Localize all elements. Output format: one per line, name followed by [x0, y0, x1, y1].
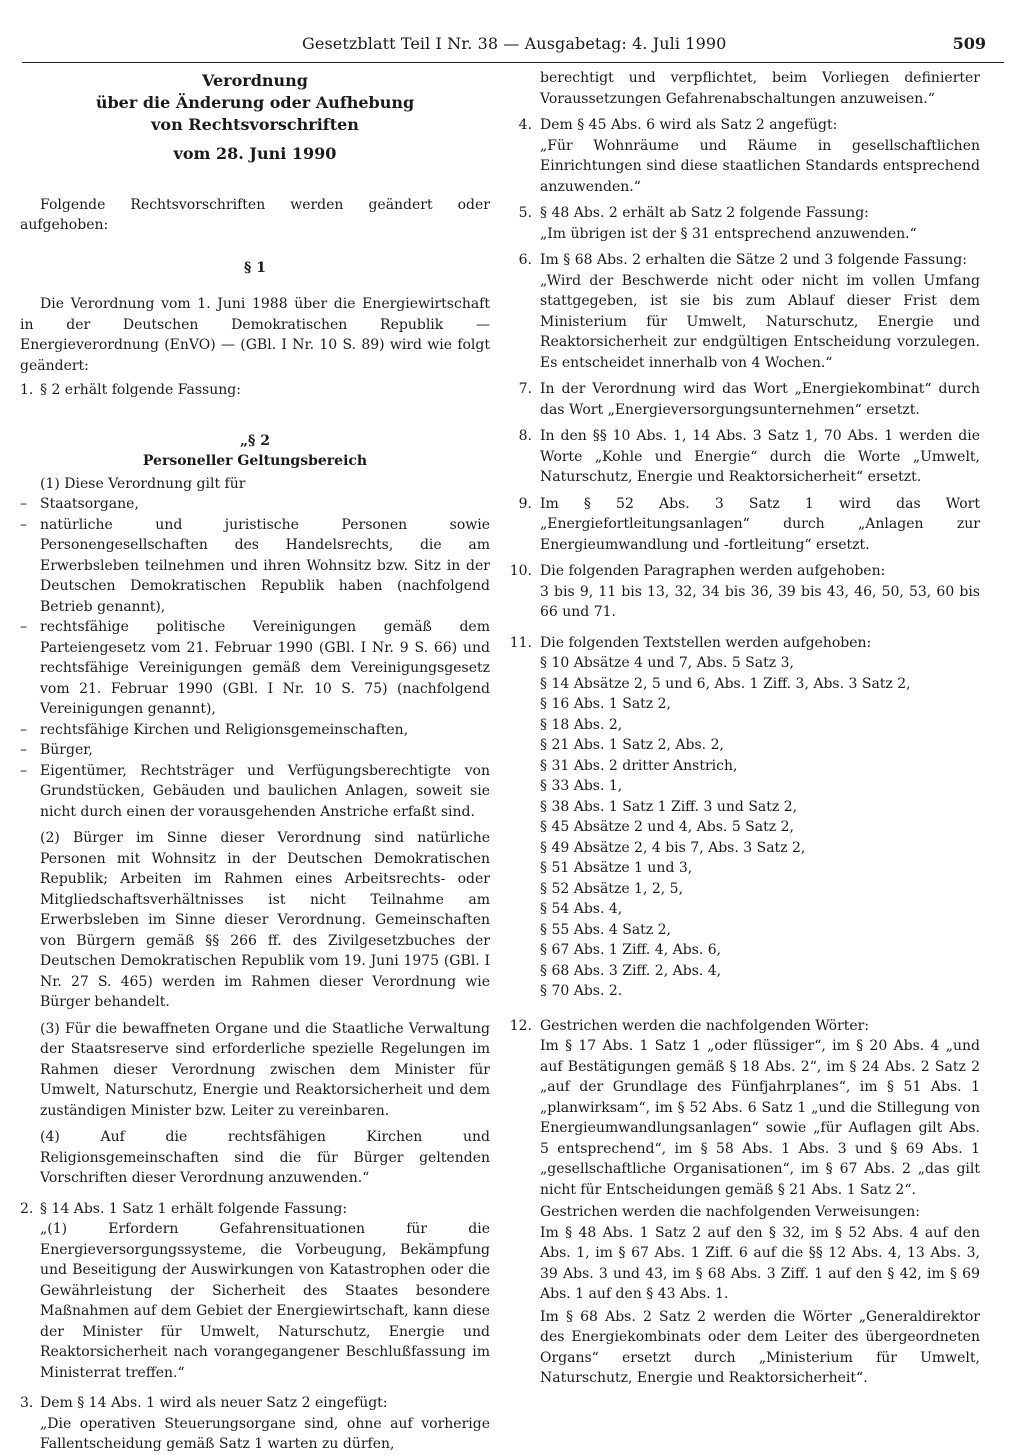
list-item: § 10 Absätze 4 und 7, Abs. 5 Satz 3,	[540, 655, 794, 671]
paragraph: Im § 48 Abs. 1 Satz 2 auf den § 32, im § 52 Abs. 4 auf den Abs. 1, im § 67 Abs. 1 Ziff. 6 auf die §§ 12 Abs. 4, 13 Abs. 3, 39 Abs. 3 und 43, im § 68 Abs. 3 Ziff. 1 auf den § 42, im § 69 Abs. 1 auf den § 43 Abs. 1.	[540, 1224, 980, 1302]
item-text: Die folgenden Paragraphen werden aufgehoben:	[540, 563, 886, 579]
item-number: 4.	[518, 117, 532, 133]
amendment-item	[516, 426, 980, 488]
quoted-section-body	[20, 474, 490, 1189]
quoted-text: „Für Wohnräume und Räume in gesellschaftlichen Einrichtungen sind diese staatlichen Standards entsprechend anzuwenden.“	[540, 137, 980, 195]
dash-item: – Staatsorgane,	[20, 494, 490, 515]
list-item: § 68 Abs. 3 Ziff. 2, Abs. 4,	[540, 962, 722, 979]
subheading: Gestrichen werden die nachfolgenden Verweisungen:	[540, 1204, 920, 1220]
ordinance-date: vom 28. Juni 1990	[173, 144, 337, 163]
list-item: § 55 Abs. 4 Satz 2,	[540, 921, 671, 938]
paragraph: Im § 68 Abs. 2 Satz 2 werden die Wörter „Generaldirektor des Energiekombinats oder dem Leiter des übergeordneten Organs“ ersetzt durch „Ministerium für Umwelt, Naturschutz, Energie und Reaktorsicherheit“.	[540, 1308, 980, 1386]
list-item: § 70 Abs. 2.	[540, 983, 623, 999]
header-rule	[22, 62, 1004, 63]
item-text: Gestrichen werden die nachfolgenden Wörter:	[540, 1017, 870, 1034]
amendment-item	[509, 561, 980, 582]
item-number: 8.	[518, 428, 532, 444]
quoted-text-continued: berechtigt und verpflichtet, beim Vorliegen definierter Voraussetzungen Gefahrenabschaltungen anzuweisen.“	[540, 70, 980, 107]
title-line: Verordnung	[202, 71, 308, 90]
item-text: Dem § 45 Abs. 6 wird als Satz 2 angefügt:	[540, 117, 838, 133]
list-item: § 16 Abs. 1 Satz 2,	[540, 696, 671, 712]
list-item: § 54 Abs. 4,	[540, 901, 623, 917]
list-item: § 18 Abs. 2,	[540, 716, 623, 733]
amendment-item	[509, 633, 980, 654]
intro-paragraph: Folgende Rechtsvorschriften werden geändert oder aufgehoben:	[20, 196, 490, 233]
amendment-item	[516, 494, 980, 556]
quoted-text: „Die operativen Steuerungsorgane sind, ohne auf vorherige Fallentscheidung gemäß Satz 1 warten zu dürfen,	[40, 1415, 490, 1452]
page-header	[22, 28, 1024, 60]
dash-item: – Eigentümer, Rechtsträger und Verfügungsberechtigte von Grundstücken, Gebäuden und baulichen Anlagen, soweit sie nicht durch einen der vorausgehenden Anstriche erfaßt sind.	[20, 761, 490, 823]
item-text: Dem § 14 Abs. 1 wird als neuer Satz 2 eingefügt:	[40, 1395, 388, 1411]
list-item: § 31 Abs. 2 dritter Anstrich,	[540, 757, 738, 774]
right-column	[509, 70, 980, 1389]
amendment-item	[516, 250, 980, 271]
item-text: § 2 erhält folgende Fassung:	[40, 382, 241, 398]
quoted-section-number: „§ 2	[240, 432, 270, 449]
list-item: § 38 Abs. 1 Satz 1 Ziff. 3 und Satz 2,	[540, 798, 798, 815]
item-text: In der Verordnung wird das Wort „Energiekombinat“ durch das Wort „Energieversorgungsunternehmen“ ersetzt.	[540, 381, 980, 418]
title-line: von Rechtsvorschriften	[151, 115, 359, 134]
item-number: 6.	[518, 252, 532, 268]
paragraph: (1) Diese Verordnung gilt für	[40, 475, 246, 492]
list-item: § 49 Absätze 2, 4 bis 7, Abs. 3 Satz 2,	[540, 839, 806, 856]
amendment-item	[516, 379, 980, 420]
amendment-item	[516, 203, 980, 224]
paragraph: Im § 17 Abs. 1 Satz 1 „oder flüssiger“, im § 20 Abs. 4 „und auf Bestätigungen gemäß § 18 Abs. 2“, im § 24 Abs. 2 Satz 2 „auf der Grundlage des Fünfjahrplanes“, im § 51 Abs. 1 „planwirksam“, im § 52 Abs. 6 Satz 1 „und die Stillegung von Energieumwandlungsanlagen“ sowie „für Auflagen gilt Abs. 5 entsprechend“, im § 58 Abs. 1 Abs. 3 und § 69 Abs. 1 „gesellschaftliche Organisationen“, im § 67 Abs. 2 „das gilt nicht für Entscheidungen gemäß § 21 Abs. 1 Satz 2“.	[540, 1038, 980, 1198]
item-text: § 14 Abs. 1 Satz 1 erhält folgende Fassung:	[40, 1200, 348, 1217]
page-number: 509	[952, 34, 986, 53]
amendment-item	[509, 1016, 980, 1037]
dash-item: – rechtsfähige politische Vereinigungen gemäß dem Parteiengesetz vom 21. Februar 1990 (GBl. I Nr. 9 S. 66) und rechtsfähige Vereinigungen gemäß dem Vereinigungsgesetz vom 21. Februar 1990 (GBl. I Nr. 10 S. 75) (nachfolgend Vereinigungen genannt),	[20, 617, 490, 720]
item-number: 2.	[20, 1200, 34, 1217]
title-line: über die Änderung oder Aufhebung	[95, 93, 415, 112]
paragraph: (4) Auf die rechtsfähigen Kirchen und Religionsgemeinschaften sind die für Bürger geltenden Vorschriften dieser Verordnung anzuwenden.“	[40, 1129, 490, 1186]
amendment-item	[20, 1199, 490, 1220]
list-item: § 14 Absätze 2, 5 und 6, Abs. 1 Ziff. 3, Abs. 3 Satz 2,	[540, 675, 911, 692]
item-number: 10.	[509, 563, 532, 579]
repealed-paragraphs: 3 bis 9, 11 bis 13, 32, 34 bis 36, 39 bis 43, 46, 50, 53, 60 bis 66 und 71.	[540, 583, 980, 620]
item-number: 1.	[20, 382, 34, 398]
amendment-item	[20, 1393, 490, 1414]
amendment-item	[516, 115, 980, 136]
paragraph: (3) Für die bewaffneten Organe und die Staatliche Verwaltung der Staatsreserve sind erforderliche spezielle Regelungen im Rahmen dieser Verordnung zwischen dem Minister für Umwelt, Naturschutz, Energie und Reaktorsicherheit und dem zuständigen Minister bzw. Leiter zu vereinbaren.	[40, 1020, 490, 1119]
paragraph: Die Verordnung vom 1. Juni 1988 über die Energiewirtschaft in der Deutschen Demokratischen Republik — Energieverordnung (EnVO) — (GBl. I Nr. 10 S. 89) wird wie folgt geändert:	[20, 296, 490, 374]
item-number: 5.	[518, 205, 532, 221]
section-heading: § 1	[244, 259, 266, 276]
dash-item: – rechtsfähige Kirchen und Religionsgemeinschaften,	[20, 720, 490, 741]
gazette-header-title: Gesetzblatt Teil I Nr. 38 — Ausgabetag: 4. Juli 1990	[302, 34, 727, 53]
list-item: § 51 Absätze 1 und 3,	[540, 860, 693, 876]
item-text: Im § 68 Abs. 2 erhalten die Sätze 2 und 3 folgende Fassung:	[540, 252, 967, 268]
list-item: § 45 Absätze 2 und 4, Abs. 5 Satz 2,	[540, 819, 794, 835]
item-text: Die folgenden Textstellen werden aufgehoben:	[540, 634, 872, 651]
amendment-item	[20, 380, 490, 401]
list-item: § 67 Abs. 1 Ziff. 4, Abs. 6,	[540, 942, 722, 958]
list-item: § 52 Absätze 1, 2, 5,	[540, 880, 684, 897]
item-text: In den §§ 10 Abs. 1, 14 Abs. 3 Satz 1, 70 Abs. 1 werden die Worte „Kohle und Energie“ durch die Worte „Umwelt, Naturschutz, Energie und Reaktorsicherheit“ ersetzt.	[540, 428, 980, 485]
repealed-passages-list	[516, 653, 980, 1002]
item-number: 7.	[518, 381, 532, 397]
list-item: § 21 Abs. 1 Satz 2, Abs. 2,	[540, 737, 724, 753]
list-item: § 33 Abs. 1,	[540, 778, 623, 794]
ordinance-title	[20, 70, 490, 136]
item-number: 9.	[518, 495, 532, 512]
item-number: 3.	[20, 1395, 34, 1411]
quoted-text: „Wird der Beschwerde nicht oder nicht im vollen Umfang stattgegeben, ist sie bis zum Ablauf dieser Frist dem Ministerium für Umwelt, Naturschutz, Energie und Reaktorsicherheit zur endgültigen Entscheidung vorzulegen. Es entscheidet innerhalb von 4 Wochen.“	[540, 272, 980, 371]
left-column	[20, 70, 490, 1455]
item-number: 11.	[509, 634, 532, 651]
dash-item: – natürliche und juristische Personen sowie Personengesellschaften des Handelsrechts, die am Erwerbsleben teilnehmen und ihren Wohnsitz bzw. Sitz in der Deutschen Demokratischen Republik haben (nachfolgend Betrieb genannt),	[20, 515, 490, 618]
quoted-text: „Im übrigen ist der § 31 entsprechend anzuwenden.“	[540, 225, 917, 242]
quoted-text: „(1) Erfordern Gefahrensituationen für die Energieversorgungssysteme, die Vorbeugung, Bekämpfung und Beseitigung der Auswirkungen von Katastrophen oder die Gewährleistung der Sicherheit des Staates besondere Maßnahmen auf dem Gebiet der Energiewirtschaft, kann diese der Minister für Umwelt, Naturschutz, Energie und Reaktorsicherheit nach vorangegangener Beschlußfassung im Ministerrat treffen.“	[40, 1221, 490, 1381]
dash-item: – Bürger,	[20, 740, 490, 761]
quoted-section-heading: Personeller Geltungsbereich	[142, 453, 368, 469]
paragraph: (2) Bürger im Sinne dieser Verordnung sind natürliche Personen mit Wohnsitz in der Deutschen Demokratischen Republik; Arbeiten im Rahmen eines Arbeitsrechts- oder Mitgliedschaftsverhältnisses ist nicht Teilnahme am Erwerbsleben im Sinne dieser Verordnung. Gemeinschaften von Bürgern gemäß §§ 266 ff. des Zivilgesetzbuches der Deutschen Demokratischen Republik vom 19. Juni 1975 (GBl. I Nr. 27 S. 465) werden im Rahmen dieser Verordnung wie Bürger behandelt.	[40, 830, 490, 1010]
item-number: 12.	[509, 1017, 532, 1034]
item-text: Im § 52 Abs. 3 Satz 1 wird das Wort „Energiefortleitungsanlagen“ durch „Anlagen zur Energieumwandlung und -fortleitung“ ersetzt.	[540, 495, 980, 553]
item-text: § 48 Abs. 2 erhält ab Satz 2 folgende Fassung:	[540, 205, 869, 221]
